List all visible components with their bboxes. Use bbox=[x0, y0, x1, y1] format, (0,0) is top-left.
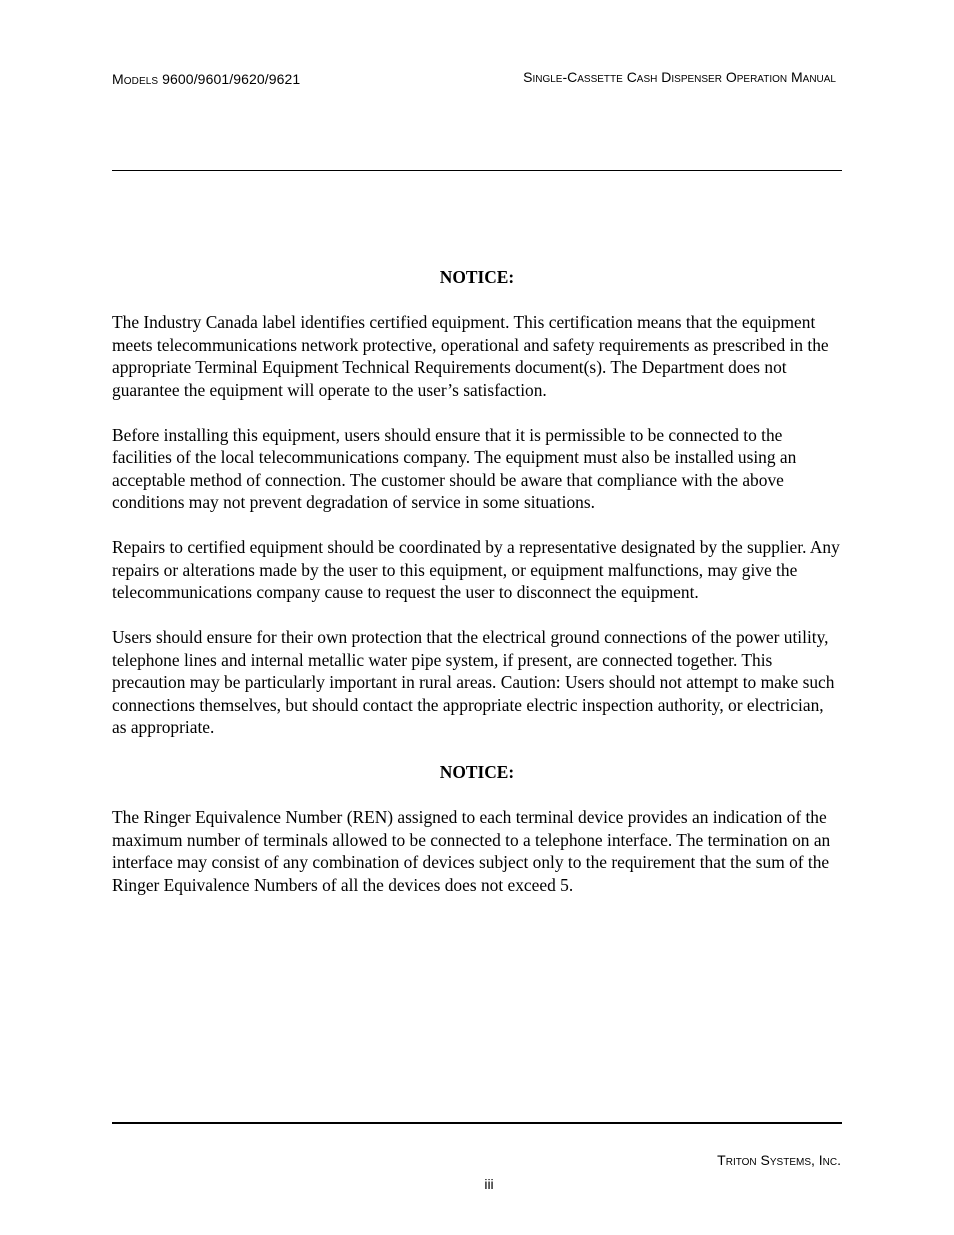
paragraph: The Ringer Equivalence Number (REN) assigned to each terminal device provides an indication of the maximum number of terminals allowed to be connected to a telephone interface. The termination on an interface may consist of any combination of devices subject only to the requirement that the sum of the Ringer Equivalence Numbers of all the devices does not exceed 5. bbox=[112, 807, 831, 895]
paragraph: Users should ensure for their own protection that the electrical ground connections of the power utility, telephone lines and internal metallic water pipe system, if present, are connected together. This precaution may be particularly important in rural areas. Caution: Users should not attempt to make such connections themselves, but should contact the appropriate electric inspection authority, or electrician, as appropriate. bbox=[112, 627, 835, 737]
footer-company-name: Triton Systems, Inc. bbox=[717, 1152, 841, 1168]
page-number: iii bbox=[484, 1176, 494, 1192]
paragraph: Before installing this equipment, users should ensure that it is permissible to be connected to the facilities of the local telecommunications company. The equipment must also be installed using an acceptable method of connection. The customer should be aware that compliance with the above conditions may not prevent degradation of service in some situations. bbox=[112, 424, 797, 512]
paragraph: Repairs to certified equipment should be coordinated by a representative designated by the supplier. Any repairs or alterations made by the user to this equipment, or equipment malfunctions, may give the telecommunications company cause to request the user to disconnect the equipment. bbox=[112, 537, 840, 602]
header-divider bbox=[112, 170, 842, 171]
notice-heading: NOTICE: bbox=[439, 267, 515, 287]
page-body bbox=[112, 266, 842, 919]
notice-heading: NOTICE: bbox=[439, 762, 515, 782]
header-manual-title: Single-Cassette Cash Dispenser Operation Manual bbox=[523, 69, 836, 85]
header-model-numbers: Models 9600/9601/9620/9621 bbox=[112, 71, 301, 87]
paragraph: The Industry Canada label identifies certified equipment. This certification means that the equipment meets telecommunications network protective, operational and safety requirements as prescribed in the appropriate Terminal Equipment Technical Requirements document(s). The Department does not guarantee the equipment will operate to the user’s satisfaction. bbox=[112, 312, 829, 400]
footer-divider bbox=[112, 1122, 842, 1124]
